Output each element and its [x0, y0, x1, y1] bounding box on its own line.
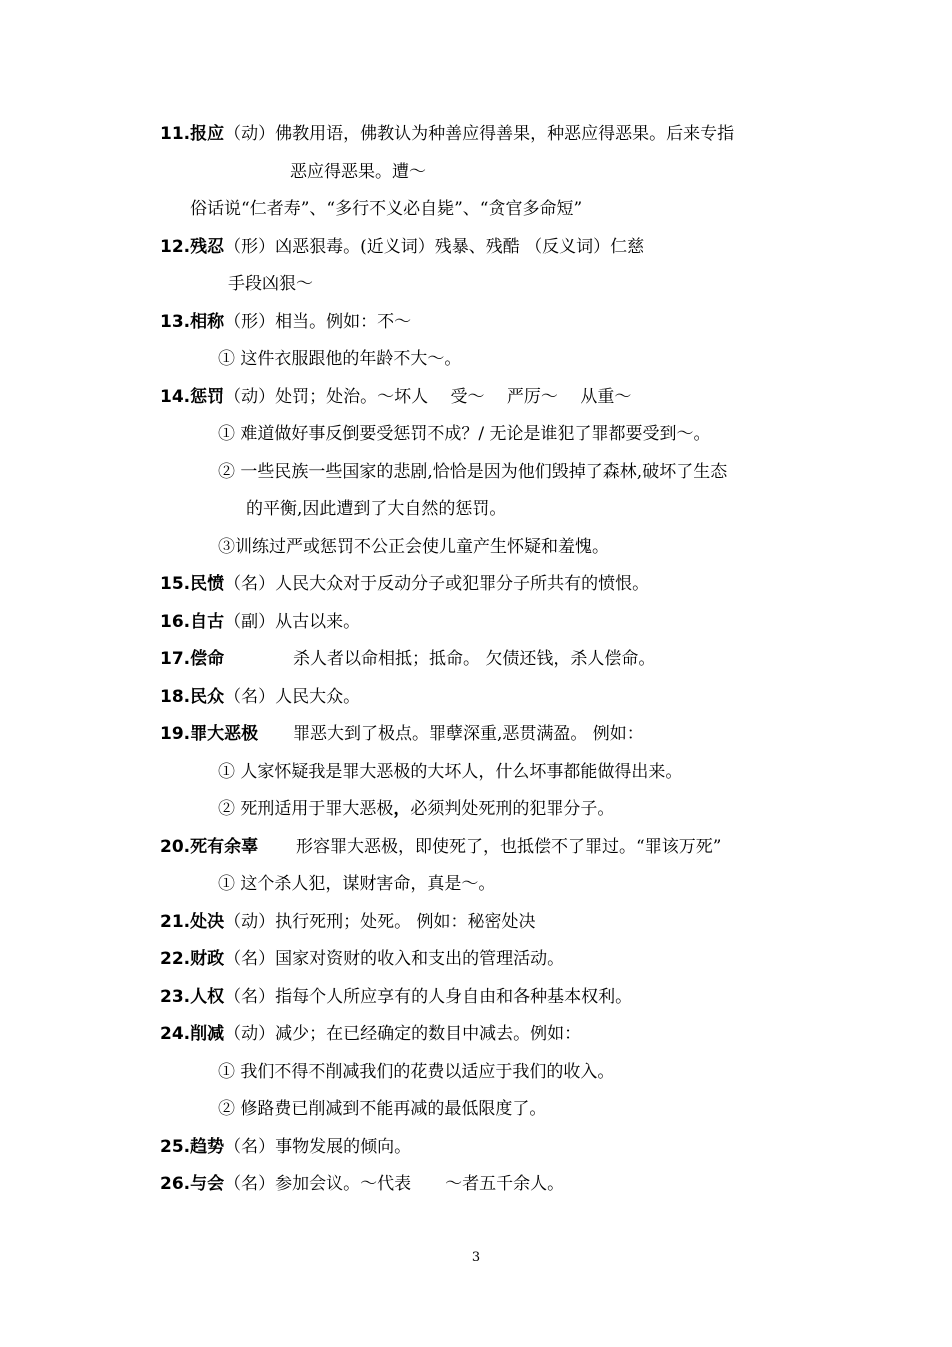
definition: 杀人者以命相抵；抵命。 欠债还钱，杀人偿命。 — [293, 649, 656, 669]
definition: 形容罪大恶极，即使死了，也抵偿不了罪过。“罪该万死” — [296, 837, 722, 857]
definition: 指每个人所应享有的人身自由和各种基本权利。 — [275, 987, 633, 1007]
entry-number: 19. — [160, 724, 191, 744]
entry-number: 21. — [160, 912, 191, 932]
entry-term: 偿命 — [190, 649, 225, 669]
entry-12 — [160, 236, 644, 258]
definition: 事物发展的倾向。 — [275, 1137, 412, 1157]
entry-term: 死有余辜 — [190, 837, 259, 857]
entry-21 — [160, 911, 536, 933]
entry-number: 15. — [160, 574, 191, 594]
definition: 从古以来。 — [275, 612, 361, 632]
entry-24 — [160, 1023, 581, 1045]
definition: 国家对资财的收入和支出的管理活动。 — [275, 949, 565, 969]
example-text: ② 死刑适用于罪大恶极 — [218, 799, 394, 819]
example: ① 难道做好事反倒要受惩罚不成？/ 无论是谁犯了罪都要受到～。 — [218, 424, 711, 444]
bold-comma: ， — [393, 799, 411, 819]
part-of-speech: （动） — [224, 124, 276, 144]
entry-22 — [160, 948, 564, 970]
entry-term: 财政 — [190, 949, 225, 969]
part-of-speech: （名） — [224, 949, 276, 969]
page-number: 3 — [471, 1250, 481, 1265]
entry-number: 16. — [160, 612, 191, 632]
example: ① 人家怀疑我是罪大恶极的大坏人，什么坏事都能做得出来。 — [218, 762, 683, 782]
entry-17 — [160, 648, 224, 670]
entry-term: 自古 — [190, 612, 225, 632]
entry-number: 18. — [160, 687, 191, 707]
example-text: 必须判处死刑的犯罪分子。 — [410, 799, 615, 819]
entry-term: 趋势 — [190, 1137, 225, 1157]
entry-number: 22. — [160, 949, 191, 969]
example: ① 这件衣服跟他的年龄不大～。 — [218, 349, 462, 369]
definition: 处罚；处治。～坏人 受～ 严厉～ 从重～ — [275, 387, 632, 407]
entry-term: 罪大恶极 — [190, 724, 259, 744]
definition: 凶恶狠毒。(近义词）残暴、残酷 （反义词）仁慈 — [275, 237, 645, 257]
part-of-speech: （副） — [224, 612, 276, 632]
entry-term: 处决 — [190, 912, 225, 932]
entry-11 — [160, 123, 734, 145]
definition: 人民大众。 — [275, 687, 361, 707]
part-of-speech: （形） — [224, 312, 276, 332]
entry-number: 26. — [160, 1174, 191, 1194]
entry-term: 民众 — [190, 687, 225, 707]
part-of-speech: （形） — [224, 237, 276, 257]
example: 手段凶狠～ — [228, 274, 313, 294]
entry-18 — [160, 686, 360, 708]
entry-number: 11. — [160, 124, 191, 144]
part-of-speech: （动） — [224, 1024, 276, 1044]
example: ③训练过严或惩罚不公正会使儿童产生怀疑和羞愧。 — [218, 537, 609, 557]
entry-26 — [160, 1173, 564, 1195]
entry-20 — [160, 836, 258, 858]
part-of-speech: （名） — [224, 1174, 276, 1194]
definition: 人民大众对于反动分子或犯罪分子所共有的愤恨。 — [275, 574, 650, 594]
definition: 执行死刑；处死。 例如：秘密处决 — [275, 912, 536, 932]
part-of-speech: （动） — [224, 387, 276, 407]
entry-term: 削减 — [190, 1024, 225, 1044]
entry-term: 与会 — [190, 1174, 225, 1194]
entry-number: 23. — [160, 987, 191, 1007]
entry-term: 民愤 — [190, 574, 225, 594]
entry-term: 人权 — [190, 987, 225, 1007]
entry-16 — [160, 611, 360, 633]
entry-term: 惩罚 — [190, 387, 225, 407]
part-of-speech: （名） — [224, 574, 276, 594]
example-continued: 的平衡,因此遭到了大自然的惩罚。 — [246, 499, 507, 519]
entry-number: 12. — [160, 237, 191, 257]
example: ① 这个杀人犯，谋财害命，真是～。 — [218, 874, 496, 894]
entry-number: 13. — [160, 312, 191, 332]
example: ② 一些民族一些国家的悲剧,恰恰是因为他们毁掉了森林,破坏了生态 — [218, 462, 728, 482]
entry-term: 残忍 — [190, 237, 225, 257]
entry-15 — [160, 573, 649, 595]
example — [218, 798, 614, 820]
definition: 减少；在已经确定的数目中减去。例如： — [275, 1024, 582, 1044]
entry-number: 24. — [160, 1024, 191, 1044]
definition: 相当。例如：不～ — [275, 312, 412, 332]
entry-number: 17. — [160, 649, 191, 669]
part-of-speech: （名） — [224, 687, 276, 707]
part-of-speech: （名） — [224, 987, 276, 1007]
entry-19 — [160, 723, 258, 745]
part-of-speech: （动） — [224, 912, 276, 932]
entry-term: 相称 — [190, 312, 225, 332]
entry-25 — [160, 1136, 411, 1158]
definition: 参加会议。～代表 ～者五千余人。 — [275, 1174, 565, 1194]
entry-number: 14. — [160, 387, 191, 407]
entry-14 — [160, 386, 631, 408]
part-of-speech: （名） — [224, 1137, 276, 1157]
note: 俗话说“仁者寿”、“多行不义必自毙”、“贪官多命短” — [190, 199, 583, 219]
entry-23 — [160, 986, 632, 1008]
entry-13 — [160, 311, 411, 333]
entry-number: 25. — [160, 1137, 191, 1157]
definition: 佛教用语，佛教认为种善应得善果，种恶应得恶果。后来专指 — [275, 124, 735, 144]
definition-continued: 恶应得恶果。遭～ — [290, 162, 426, 182]
entry-number: 20. — [160, 837, 191, 857]
definition: 罪恶大到了极点。罪孽深重,恶贯满盈。 例如： — [293, 724, 644, 744]
example: ② 修路费已削减到不能再减的最低限度了。 — [218, 1099, 547, 1119]
entry-term: 报应 — [190, 124, 225, 144]
example: ① 我们不得不削减我们的花费以适应于我们的收入。 — [218, 1062, 615, 1082]
